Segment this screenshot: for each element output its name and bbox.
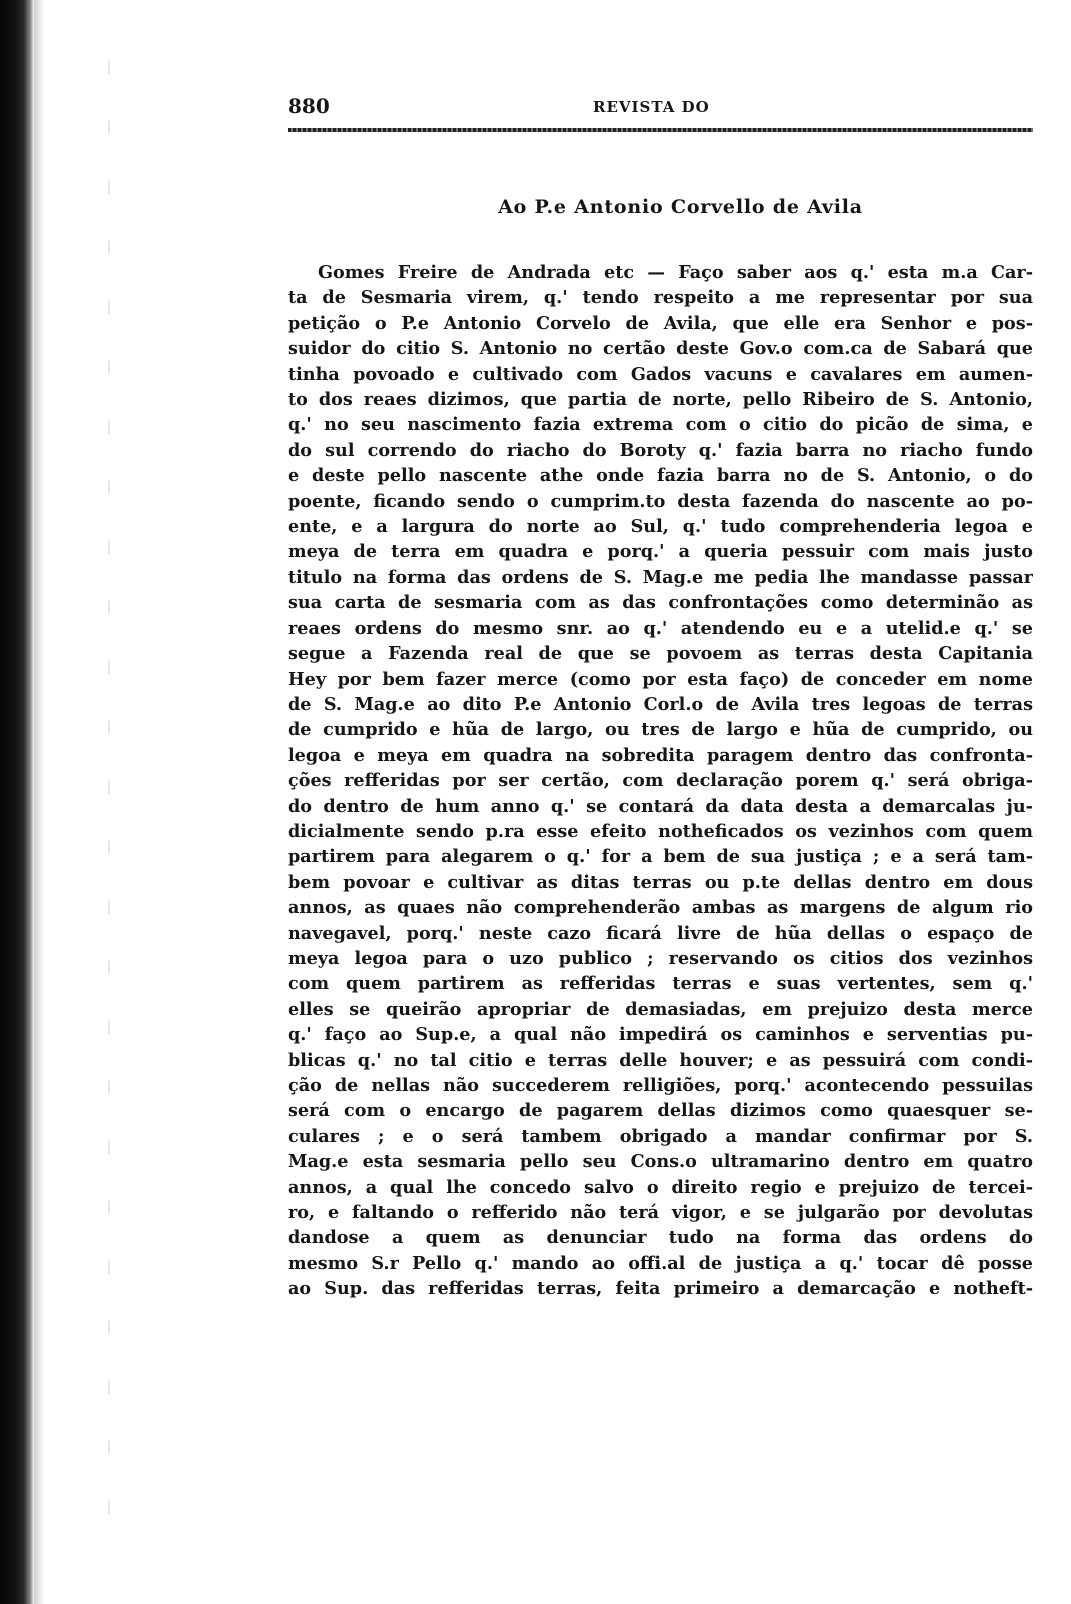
text-line: dicialmente sendo p.ra esse efeito notheficados os vezinhos com quem <box>288 820 1033 842</box>
text-line: com quem partirem as refferidas terras e suas vertentes, sem q.' <box>288 973 1033 995</box>
text-line: mesmo S.r Pello q.' mando ao offi.al de justiça a q.' tocar dê posse <box>288 1252 1033 1274</box>
text-line: partirem para alegarem o q.' for a bem de sua justiça ; e a será tam- <box>288 846 1033 868</box>
text-line: suidor do citio S. Antonio no certão deste Gov.o com.ca de Sabará que <box>288 338 1033 360</box>
text-line: segue a Fazenda real de que se povoem as terras desta Capitania <box>288 643 1033 665</box>
running-head: REVISTA DO <box>593 98 710 116</box>
text-line: ente, e a largura do norte ao Sul, q.' tudo comprehenderia legoa e <box>288 516 1033 538</box>
text-line: Hey por bem fazer merce (como por esta faço) de conceder em nome <box>288 668 1033 690</box>
text-line: elles se queirão apropriar de demasiadas, em prejuizo desta merce <box>288 998 1033 1020</box>
text-line: dandose a quem as denunciar tudo na forma das ordens do <box>288 1227 1033 1249</box>
text-line: de cumprido e hũa de largo, ou tres de largo e hũa de cumprido, ou <box>288 719 1033 741</box>
text-line: e deste pello nascente athe onde fazia barra no de S. Antonio, o do <box>288 465 1033 487</box>
text-line: de S. Mag.e ao dito P.e Antonio Corl.o de Avila tres legoas de terras <box>288 693 1033 715</box>
text-line: ções refferidas por ser certão, com declaração porem q.' será obriga- <box>288 770 1033 792</box>
text-line: reaes ordens do mesmo snr. ao q.' atendendo eu e a utelid.e q.' se <box>288 617 1033 639</box>
text-line: tinha povoado e cultivado com Gados vacuns e cavalares em aumen- <box>288 363 1033 385</box>
text-line: do dentro de hum anno q.' se contará da data desta a demarcalas ju- <box>288 795 1033 817</box>
text-line: ro, e faltando o refferido não terá vigor, e se julgarão por devolutas <box>288 1202 1033 1224</box>
body-text <box>288 260 1033 1302</box>
text-line: legoa e meya em quadra na sobredita paragem dentro das confronta- <box>288 744 1033 766</box>
page-number: 880 <box>288 94 330 118</box>
text-line: meya de terra em quadra e porq.' a queria pessuir com mais justo <box>288 541 1033 563</box>
text-line: poente, ficando sendo o cumprim.to desta fazenda do nascente ao po- <box>288 490 1033 512</box>
header-rule <box>288 128 1033 132</box>
section-title: Ao P.e Antonio Corvello de Avila <box>498 196 863 218</box>
text-line: meya legoa para o uzo publico ; reservando os citios dos vezinhos <box>288 947 1033 969</box>
page-header <box>288 94 1033 124</box>
text-line: blicas q.' no tal citio e terras delle houver; e as pessuirá com condi- <box>288 1049 1033 1071</box>
text-line: navegavel, porq.' neste cazo ficará livre de hũa dellas o espaço de <box>288 922 1033 944</box>
text-line: ção de nellas não succederem relligiões, porq.' acontecendo pessuilas <box>288 1075 1033 1096</box>
text-line: Gomes Freire de Andrada etc — Faço saber aos q.' esta m.a Car- <box>318 262 1033 283</box>
text-line: annos, as quaes não comprehenderão ambas as margens de algum rio <box>288 897 1033 919</box>
text-line: sua carta de sesmaria com as das confrontações como determinão as <box>288 592 1033 614</box>
text-line: do sul correndo do riacho do Boroty q.' fazia barra no riacho fundo <box>288 439 1033 461</box>
text-line: q.' faço ao Sup.e, a qual não impedirá os caminhos e serventias pu- <box>288 1024 1033 1046</box>
text-line: annos, a qual lhe concedo salvo o direito regio e prejuizo de tercei- <box>288 1176 1033 1198</box>
gutter-marks <box>108 60 110 1540</box>
book-binding-shadow <box>0 0 34 1604</box>
text-line: to dos reaes dizimos, que partia de norte, pello Ribeiro de S. Antonio, <box>288 389 1033 411</box>
text-line: Mag.e esta sesmaria pello seu Cons.o ultramarino dentro em quatro <box>288 1151 1033 1173</box>
text-line: q.' no seu nascimento fazia extrema com o citio do picão de sima, e <box>288 414 1033 436</box>
text-line: ta de Sesmaria virem, q.' tendo respeito a me representar por sua <box>288 287 1033 309</box>
book-binding-edge <box>34 0 44 1604</box>
text-line: culares ; e o será tambem obrigado a mandar confirmar por S. <box>288 1125 1033 1147</box>
text-line: bem povoar e cultivar as ditas terras ou p.te dellas dentro em dous <box>288 871 1033 893</box>
text-line: será com o encargo de pagarem dellas dizimos como quaesquer se- <box>288 1100 1033 1122</box>
text-line: titulo na forma das ordens de S. Mag.e me pedia lhe mandasse passar <box>288 566 1033 588</box>
text-line: petição o P.e Antonio Corvelo de Avila, que elle era Senhor e pos- <box>288 312 1033 334</box>
text-line: ao Sup. das refferidas terras, feita primeiro a demarcação e notheft- <box>288 1278 1033 1300</box>
